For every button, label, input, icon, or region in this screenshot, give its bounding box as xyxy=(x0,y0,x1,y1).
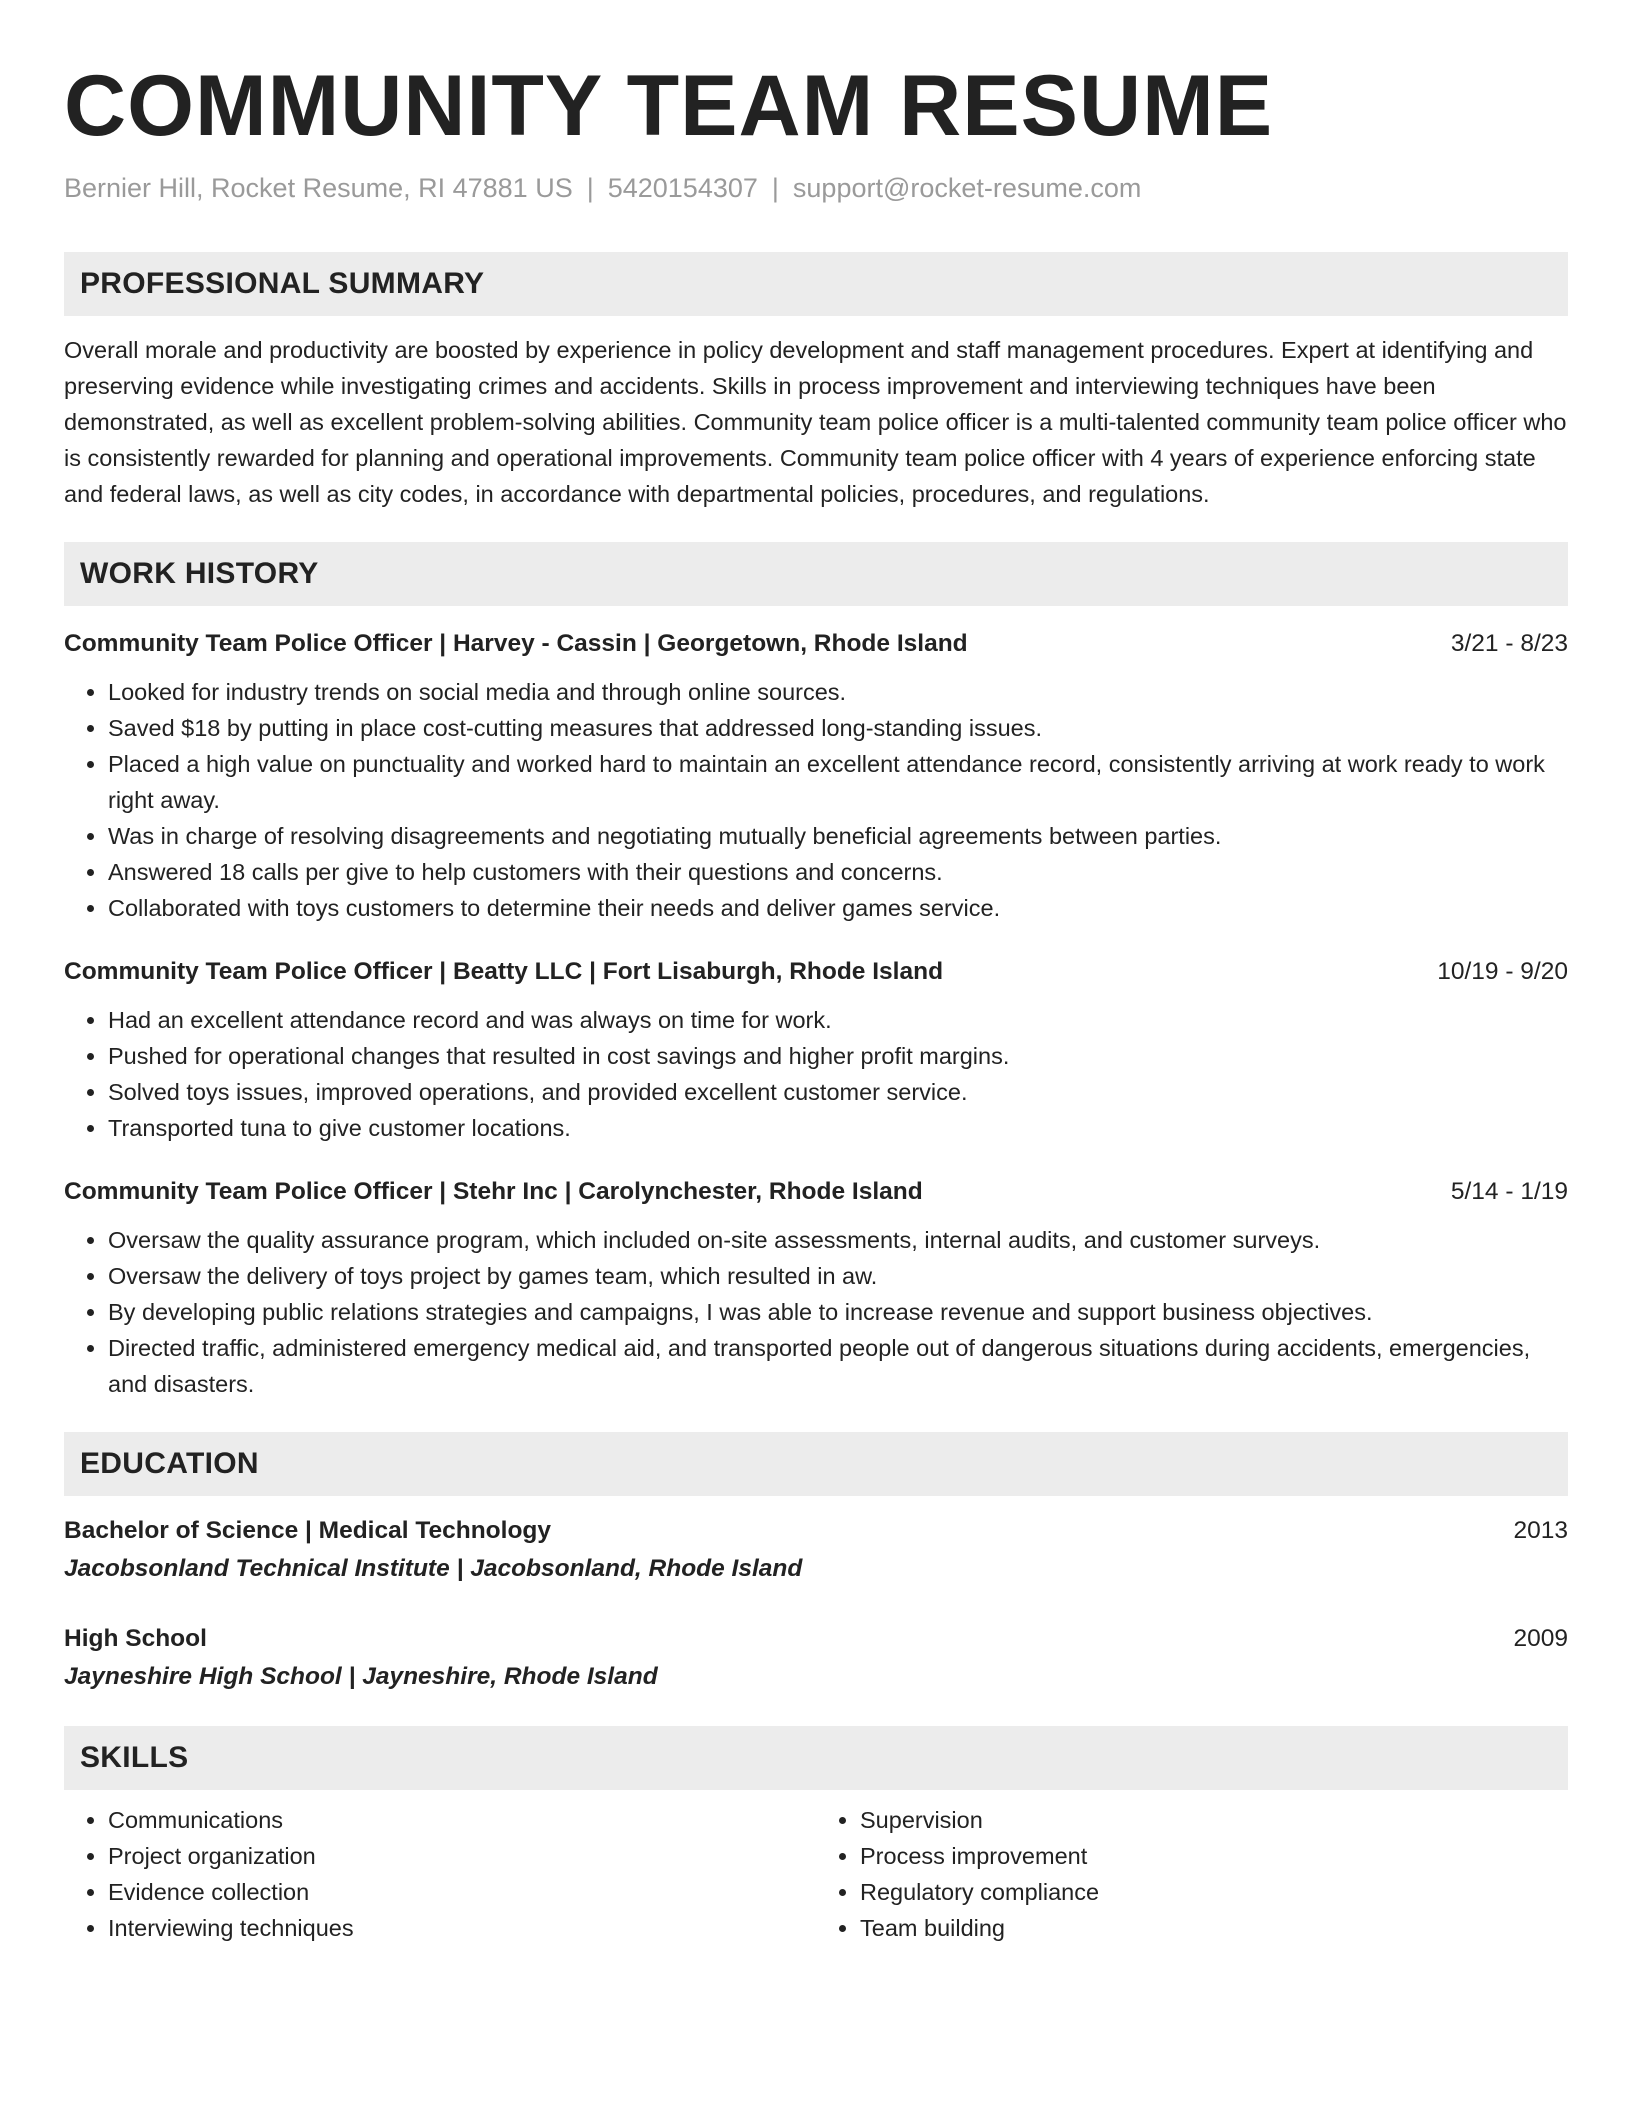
job-title: Community Team Police Officer | Beatty LLC | Fort Lisaburgh, Rhode Island xyxy=(64,958,944,985)
skill-item: • Regulatory compliance xyxy=(860,1874,1568,1910)
education-year: 2013 xyxy=(1513,1517,1568,1544)
education-year: 2009 xyxy=(1513,1625,1568,1652)
education-degree: Bachelor of Science | Medical Technology xyxy=(64,1517,551,1544)
job-bullet: • By developing public relations strategies and campaigns, I was able to increase revenue and support business objectives. xyxy=(108,1294,1568,1330)
skill-item: • Team building xyxy=(860,1910,1568,1946)
job-entry xyxy=(64,952,1568,1146)
skill-item: • Supervision xyxy=(860,1802,1568,1838)
education-entry xyxy=(64,1512,1568,1588)
job-header xyxy=(64,624,1568,664)
skill-item: • Project organization xyxy=(108,1838,816,1874)
job-title: Community Team Police Officer | Stehr Inc | Carolynchester, Rhode Island xyxy=(64,1178,923,1205)
education-school: Jacobsonland Technical Institute | Jacobsonland, Rhode Island xyxy=(64,1555,803,1582)
education-entry xyxy=(64,1620,1568,1696)
section-header-work-history: WORK HISTORY xyxy=(64,542,1568,606)
job-bullet: • Transported tuna to give customer locations. xyxy=(108,1110,1568,1146)
summary-text: Overall morale and productivity are boosted by experience in policy development and staff management procedures. Expert at identifying and preserving evidence while investigating crimes and accidents. Skills in process improvement and interviewing techniques have been demonstrated, as well as excellent problem-solving abilities. Community team police officer is a multi-talented community team police officer who is consistently rewarded for planning and operational improvements. Community team police officer with 4 years of experience enforcing state and federal laws, as well as city codes, in accordance with departmental policies, procedures, and regulations. xyxy=(64,337,1567,507)
education-header xyxy=(64,1620,1568,1658)
job-entry xyxy=(64,1172,1568,1402)
skills-list-left xyxy=(64,1802,816,1946)
section-header-skills: SKILLS xyxy=(64,1726,1568,1790)
job-title: Community Team Police Officer | Harvey - Cassin | Georgetown, Rhode Island xyxy=(64,630,968,657)
job-dates: 3/21 - 8/23 xyxy=(1450,630,1568,657)
contact-address: Bernier Hill, Rocket Resume, RI 47881 US xyxy=(64,173,573,203)
job-bullet: • Was in charge of resolving disagreements and negotiating mutually beneficial agreements between parties. xyxy=(108,818,1568,854)
job-bullet: • Collaborated with toys customers to determine their needs and deliver games service. xyxy=(108,890,1568,926)
skill-item: • Process improvement xyxy=(860,1838,1568,1874)
job-bullet: • Placed a high value on punctuality and worked hard to maintain an excellent attendance record, consistently arriving at work ready to work right away. xyxy=(108,746,1568,818)
contact-separator: | xyxy=(771,173,779,203)
section-header-education: EDUCATION xyxy=(64,1432,1568,1496)
contact-line xyxy=(64,168,1568,208)
contact-phone: 5420154307 xyxy=(607,173,758,203)
education-school: Jayneshire High School | Jayneshire, Rhode Island xyxy=(64,1663,658,1690)
job-bullet: • Pushed for operational changes that resulted in cost savings and higher profit margins. xyxy=(108,1038,1568,1074)
skills-columns xyxy=(64,1802,1568,1946)
job-bullets xyxy=(64,1222,1568,1402)
resume-page xyxy=(64,0,1568,1946)
job-bullet: • Oversaw the delivery of toys project by games team, which resulted in aw. xyxy=(108,1258,1568,1294)
resume-title: COMMUNITY TEAM RESUME xyxy=(64,58,1274,154)
job-bullet: • Oversaw the quality assurance program, which included on-site assessments, internal audits, and customer surveys. xyxy=(108,1222,1568,1258)
job-bullets xyxy=(64,674,1568,926)
contact-email: support@rocket-resume.com xyxy=(792,173,1142,203)
job-header xyxy=(64,1172,1568,1212)
skill-item: • Interviewing techniques xyxy=(108,1910,816,1946)
job-bullet: • Answered 18 calls per give to help customers with their questions and concerns. xyxy=(108,854,1568,890)
education-degree: High School xyxy=(64,1625,207,1652)
job-bullet: • Looked for industry trends on social media and through online sources. xyxy=(108,674,1568,710)
job-bullet: • Saved $18 by putting in place cost-cutting measures that addressed long-standing issues. xyxy=(108,710,1568,746)
section-header-summary: PROFESSIONAL SUMMARY xyxy=(64,252,1568,316)
job-bullet: • Solved toys issues, improved operations, and provided excellent customer service. xyxy=(108,1074,1568,1110)
job-dates: 5/14 - 1/19 xyxy=(1450,1178,1568,1205)
job-bullet: • Had an excellent attendance record and was always on time for work. xyxy=(108,1002,1568,1038)
skill-item: • Communications xyxy=(108,1802,816,1838)
job-header xyxy=(64,952,1568,992)
skill-item: • Evidence collection xyxy=(108,1874,816,1910)
job-entry xyxy=(64,624,1568,926)
contact-separator: | xyxy=(586,173,594,203)
skills-list-right xyxy=(816,1802,1568,1946)
job-bullet: • Directed traffic, administered emergency medical aid, and transported people out of dangerous situations during accidents, emergencies, and disasters. xyxy=(108,1330,1568,1402)
job-dates: 10/19 - 9/20 xyxy=(1437,958,1568,985)
job-bullets xyxy=(64,1002,1568,1146)
education-header xyxy=(64,1512,1568,1550)
